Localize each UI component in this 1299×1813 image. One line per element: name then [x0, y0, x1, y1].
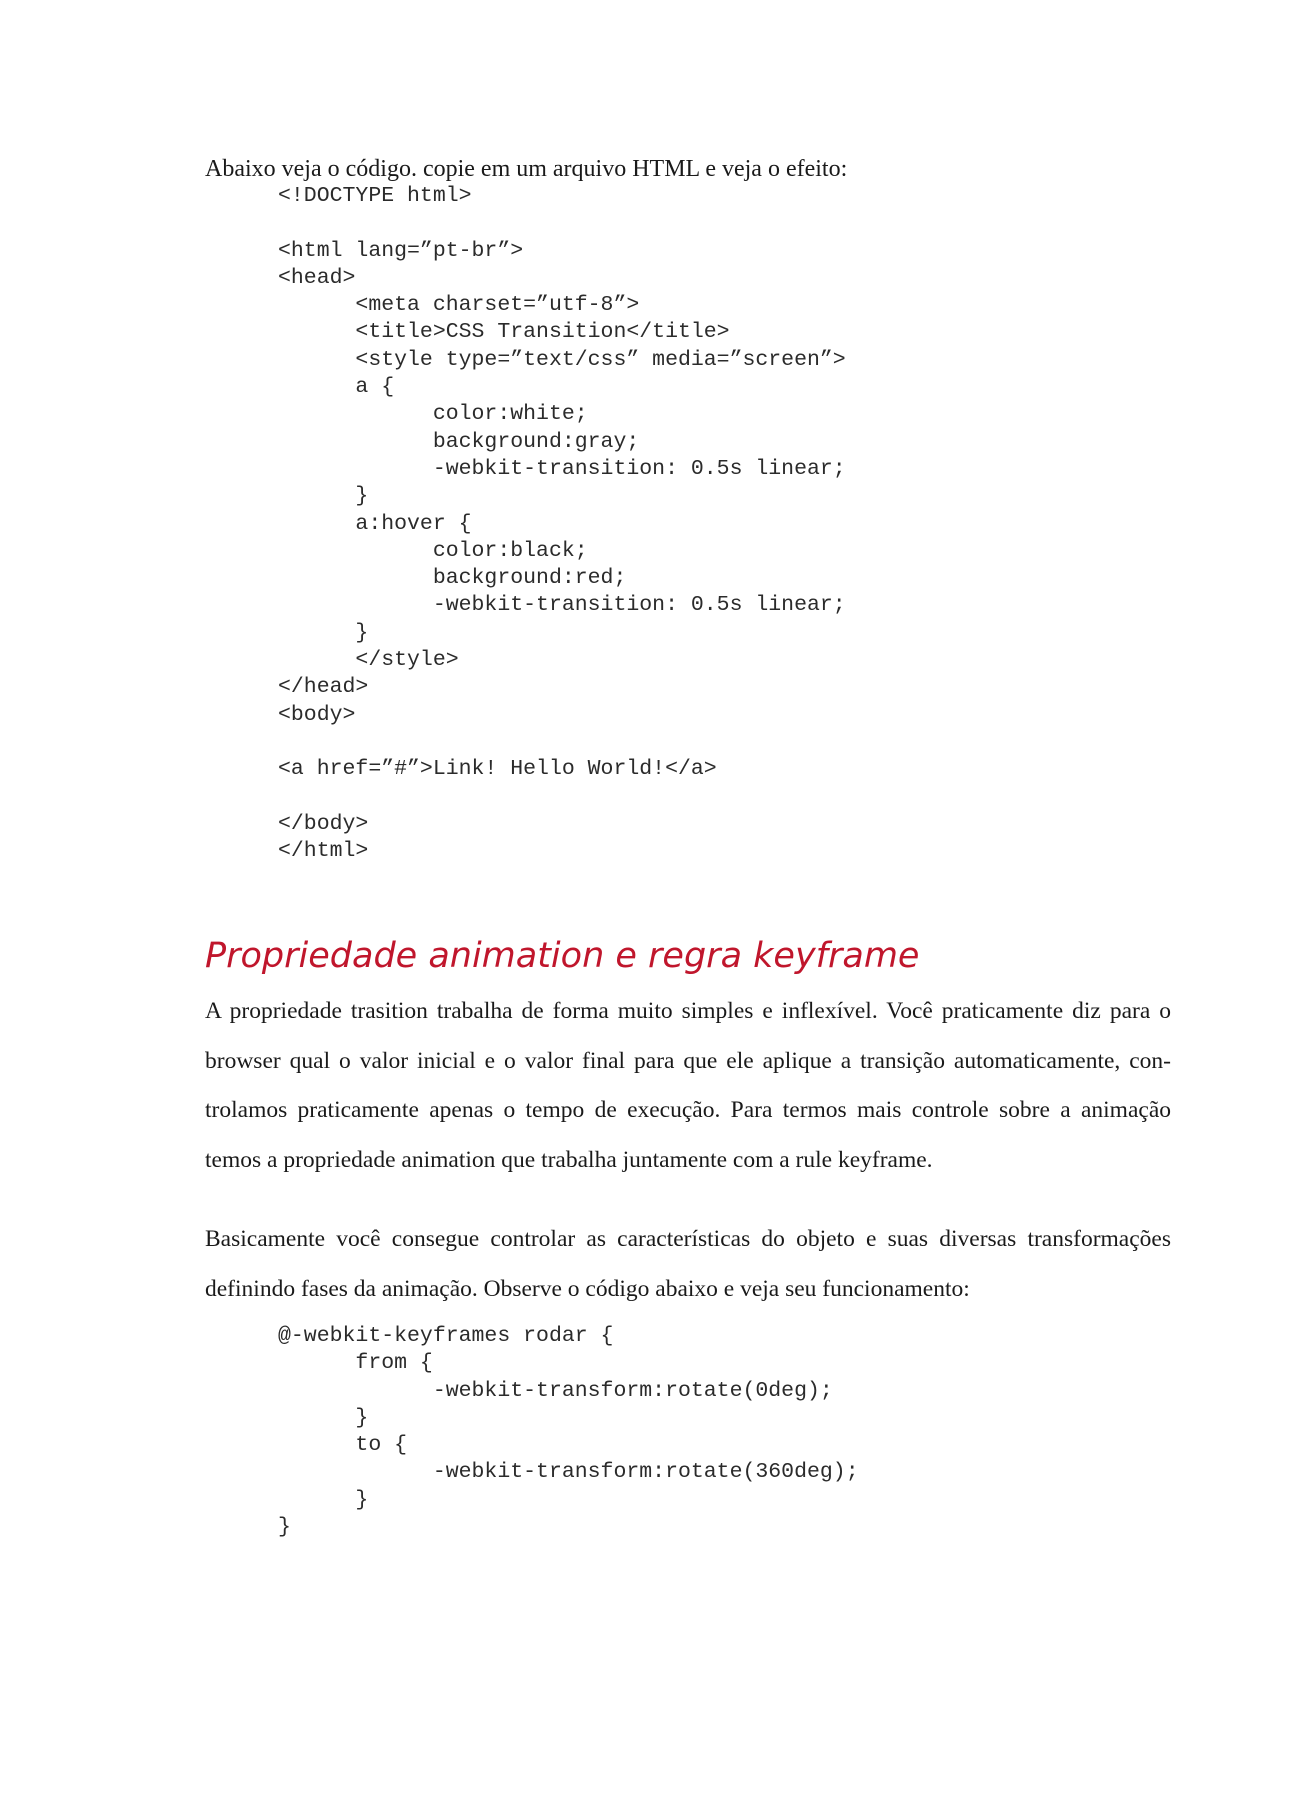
body-paragraph: A propriedade trasition trabalha de forma muito simples e inflexível. Você praticamente diz para o browser qual o valor inicial e o valor final para que ele aplique a transição automaticamente, controlamos praticamente apenas o tempo de execução. Para termos mais controle sobre a animação temos a propriedade animation que trabalha juntamente com a rule keyframe. — [205, 998, 1171, 1173]
code-line: to { — [278, 1433, 408, 1458]
code-line: background:gray; — [278, 429, 640, 454]
code-line: <style type=”text/css” media=”screen”> — [278, 347, 846, 372]
code-line: <meta charset=”utf-8”> — [278, 293, 640, 318]
code-line — [278, 729, 846, 756]
code-line: } — [278, 1515, 291, 1540]
code-line: @-webkit-keyframes rodar { — [278, 1324, 614, 1348]
code-line: <a href=”#”>Link! Hello World!</a> — [278, 757, 717, 782]
code-block-html-transition — [278, 183, 846, 865]
code-line — [278, 210, 846, 237]
code-line: </body> — [278, 811, 369, 836]
code-line: } — [278, 620, 369, 645]
code-line: <html lang=”pt-br”> — [278, 238, 524, 263]
code-line: background:red; — [278, 566, 627, 591]
code-line: <head> — [278, 265, 356, 290]
code-line: <body> — [278, 702, 356, 727]
code-line: -webkit-transition: 0.5s linear; — [278, 593, 846, 618]
intro-text: Abaixo veja o código. copie em um arquivo HTML e veja o efeito: — [205, 156, 848, 182]
code-line: </style> — [278, 648, 459, 673]
code-line: from { — [278, 1351, 433, 1376]
code-line: color:black; — [278, 538, 588, 563]
code-line: -webkit-transition: 0.5s linear; — [278, 456, 846, 481]
code-line: -webkit-transform:rotate(360deg); — [278, 1460, 859, 1485]
code-line: </head> — [278, 675, 369, 700]
code-line: a { — [278, 375, 395, 400]
code-line: } — [278, 1487, 369, 1512]
code-line — [278, 784, 846, 811]
code-line: } — [278, 484, 369, 509]
code-line: <!DOCTYPE html> — [278, 184, 472, 208]
code-line: a:hover { — [278, 511, 472, 536]
code-line: -webkit-transform:rotate(0deg); — [278, 1378, 833, 1403]
code-block-keyframes — [278, 1323, 859, 1541]
code-line: } — [278, 1405, 369, 1430]
section-heading: Propriedade animation e regra keyframe — [205, 936, 920, 976]
code-line: <title>CSS Transition</title> — [278, 320, 730, 345]
body-paragraph: Basicamente você consegue controlar as características do objeto e suas diversas transformações definindo fases da animação. Observe o código abaixo e veja seu funcionamento: — [205, 1226, 1171, 1302]
code-line: color:white; — [278, 402, 588, 427]
code-line: </html> — [278, 839, 369, 864]
